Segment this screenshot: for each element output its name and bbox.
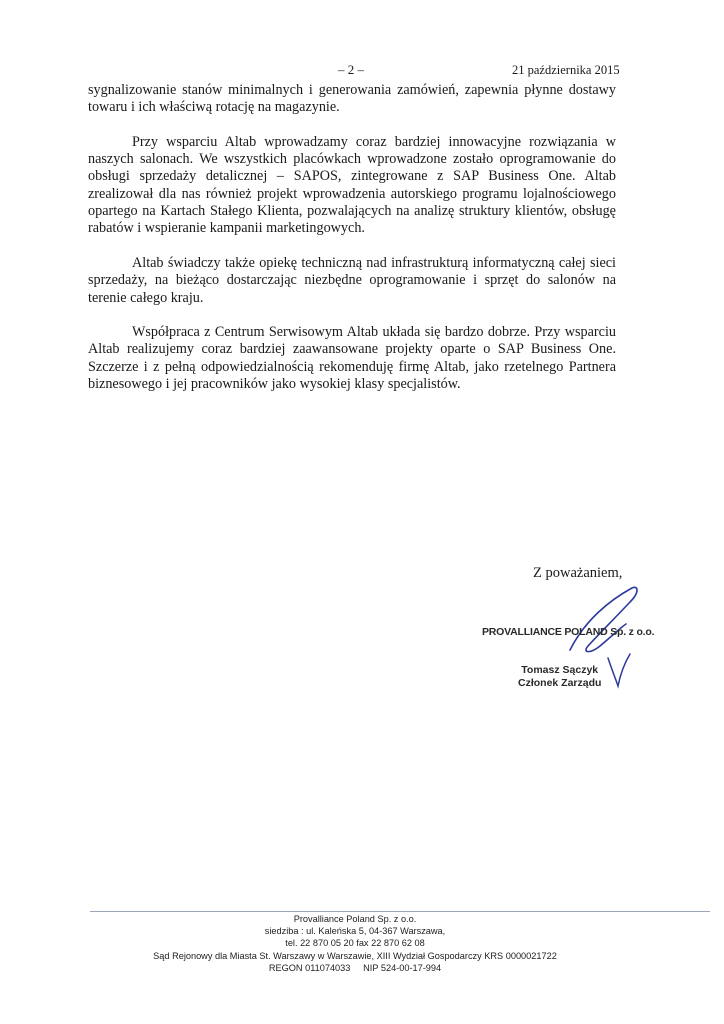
footer-ids: REGON 011074033 NIP 524-00-17-994	[268, 962, 442, 973]
paragraph-4: Współpraca z Centrum Serwisowym Altab układa się bardzo dobrze. Przy wsparciu Altab realizujemy coraz bardziej zaawansowane projekty oparte o SAP Business One. Szczerze i z pełną odpowiedzialnością rekomenduję firmę Altab, jako rzetelnego Partnera biznesowego i jej pracowników jako wysokiej klasy specjalistów.	[88, 324, 616, 393]
paragraph-1: sygnalizowanie stanów minimalnych i generowania zamówień, zapewnia płynne dostawy towaru i ich właściwą rotację na magazynie.	[88, 82, 616, 116]
footer-address: siedziba : ul. Kaleńska 5, 04-367 Warszawa,	[264, 926, 446, 937]
footer-phone: tel. 22 870 05 20 fax 22 870 62 08	[285, 938, 425, 949]
signature-tail	[608, 654, 630, 686]
footer-divider	[90, 911, 710, 912]
letter-footer	[90, 913, 620, 974]
letter-date: 21 października 2015	[512, 63, 620, 77]
footer-company: Provalliance Poland Sp. z o.o.	[293, 914, 417, 924]
paragraph-2: Przy wsparciu Altab wprowadzamy coraz bardziej innowacyjne rozwiązania w naszych salonach. We wszystkich placówkach wprowadzone zostało oprogramowanie do obsługi sprzedaży detalicznej – SAPOS, zintegrowane z SAP Business One. Altab zrealizował dla nas również projekt wprowadzenia autorskiego programu lojalnościowego opartego na Kartach Stałego Klienta, pozwalających na analizę struktury klientów, obsługę rabatów i wspieranie kampanii marketingowych.	[88, 133, 616, 237]
closing-salutation: Z poważaniem,	[533, 565, 623, 581]
signatory-title: Członek Zarządu	[518, 677, 602, 689]
company-stamp: PROVALLIANCE POLAND Sp. z o.o.	[482, 626, 655, 638]
signatory-stamp	[518, 664, 601, 690]
paragraph-3: Altab świadczy także opiekę techniczną nad infrastrukturą informatyczną całej sieci sprzedaży, na bieżąco dostarczając niezbędne oprogramowanie i sprzęt do salonów na terenie całego kraju.	[88, 254, 616, 306]
signature-stroke	[570, 587, 637, 651]
letter-body	[88, 82, 616, 411]
footer-court: Sąd Rejonowy dla Miasta St. Warszawy w Warszawie, XIII Wydział Gospodarczy KRS 0000021722	[153, 950, 557, 961]
signatory-name: Tomasz Sączyk	[521, 664, 599, 676]
page-number: – 2 –	[338, 62, 364, 77]
